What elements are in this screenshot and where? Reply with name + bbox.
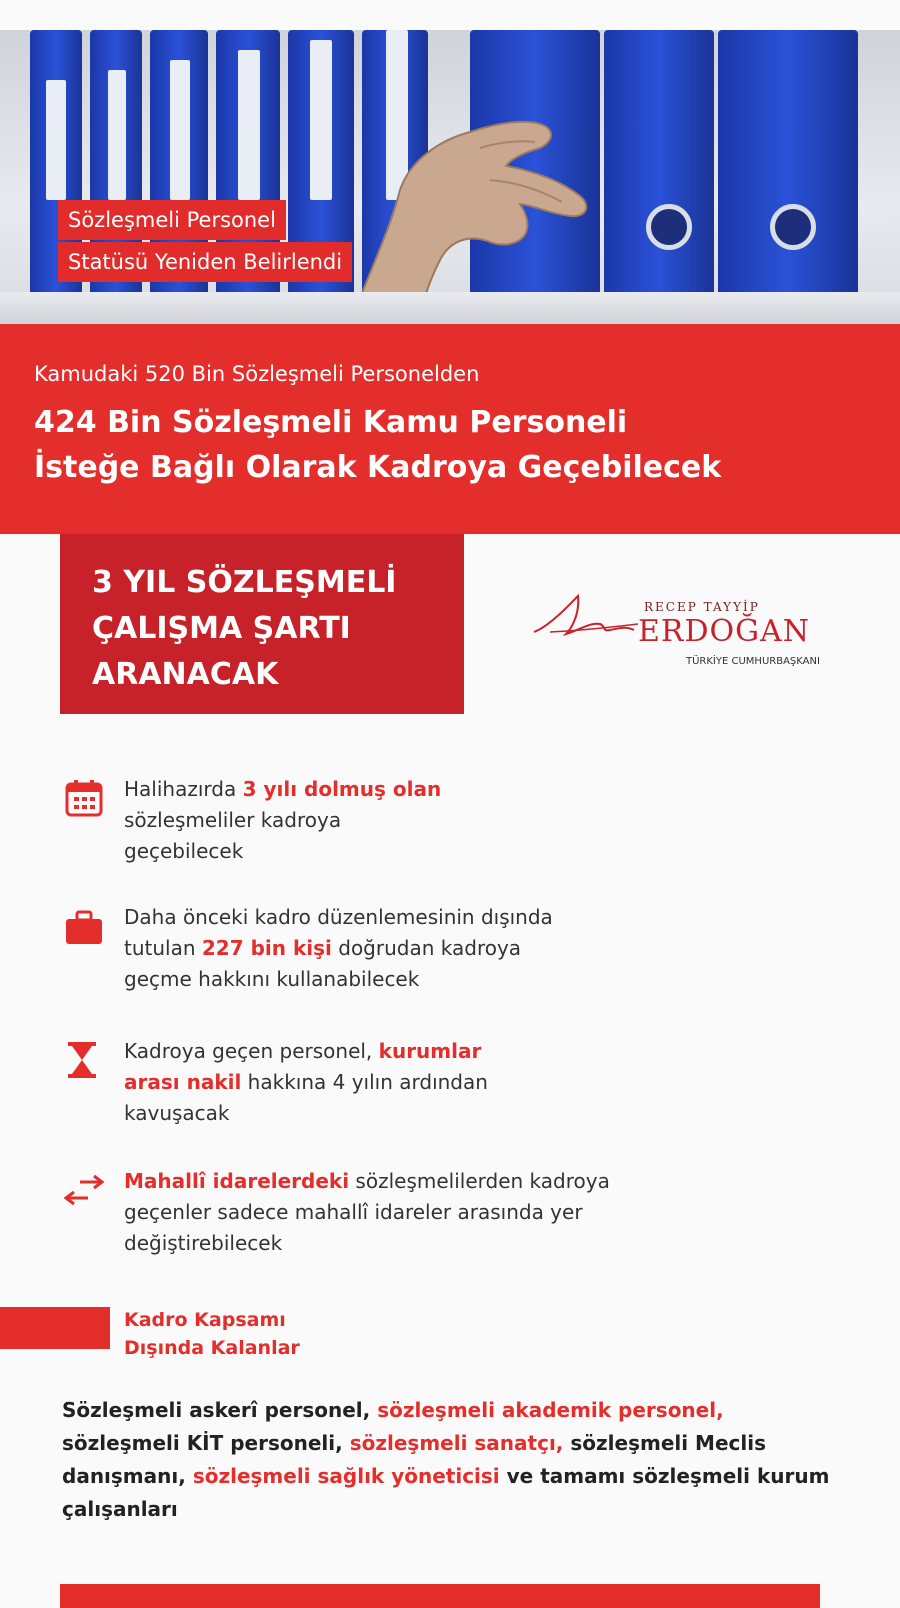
- signature-name-small: RECEP TAYYİP: [644, 600, 760, 614]
- header-title-line2: İsteğe Bağlı Olarak Kadroya Geçebilecek: [34, 450, 722, 485]
- header-title: [34, 400, 721, 490]
- shelf: [0, 292, 900, 324]
- bottom-bar: [60, 1584, 820, 1608]
- hero-image: [0, 30, 900, 324]
- hero-tag-line2: Statüsü Yeniden Belirlendi: [58, 242, 352, 282]
- briefcase-icon: [64, 908, 104, 948]
- header-subtitle: Kamudaki 520 Bin Sözleşmeli Personelden: [34, 362, 480, 386]
- hourglass-icon: [62, 1040, 102, 1080]
- swap-arrows-icon: [64, 1172, 104, 1212]
- highlight-text: [92, 560, 462, 698]
- signature-title: TÜRKİYE CUMHURBAŞKANI: [686, 656, 820, 667]
- header-title-line1: 424 Bin Sözleşmeli Kamu Personeli: [34, 405, 628, 440]
- list-item: Daha önceki kadro düzenlemesinin dışında tutulan 227 bin kişi doğrudan kadroya geçme hakkını kullanabilecek: [124, 905, 553, 991]
- calendar-icon: [64, 778, 104, 818]
- highlight-line2: ÇALIŞMA ŞARTI: [92, 611, 351, 646]
- binder-label: [310, 40, 332, 200]
- hand-image: [330, 70, 630, 324]
- binder: [718, 30, 858, 324]
- section-heading: Kadro Kapsamı Dışında Kalanlar: [124, 1309, 300, 1359]
- highlight-line3: ARANACAK: [92, 657, 279, 692]
- binder-label: [108, 70, 126, 200]
- hero-tag-line1: Sözleşmeli Personel: [58, 200, 286, 240]
- binder-label: [46, 80, 66, 200]
- list-item: Halihazırda 3 yılı dolmuş olan sözleşmeliler kadroya geçebilecek: [124, 777, 442, 863]
- binder-ring: [646, 204, 692, 250]
- list-item: Kadroya geçen personel, kurumlar arası nakil hakkına 4 yılın ardından kavuşacak: [124, 1039, 488, 1125]
- exclusions-paragraph: Sözleşmeli askerî personel, sözleşmeli akademik personel, sözleşmeli KİT personeli, sözleşmeli sanatçı, sözleşmeli Meclis danışmanı, sözleşmeli sağlık yöneticisi ve tamamı sözleşmeli kurum çalışanları: [62, 1398, 830, 1521]
- list-item: Mahallî idarelerdeki sözleşmelilerden kadroya geçenler sadece mahallî idareler arasında yer değiştirebilecek: [124, 1169, 610, 1255]
- binder-ring: [770, 204, 816, 250]
- binder-label: [170, 60, 190, 200]
- binder-label: [238, 50, 260, 200]
- signature-name-large: ERDOĞAN: [638, 614, 811, 649]
- section-marker: [0, 1307, 110, 1349]
- highlight-line1: 3 YIL SÖZLEŞMELİ: [92, 565, 397, 600]
